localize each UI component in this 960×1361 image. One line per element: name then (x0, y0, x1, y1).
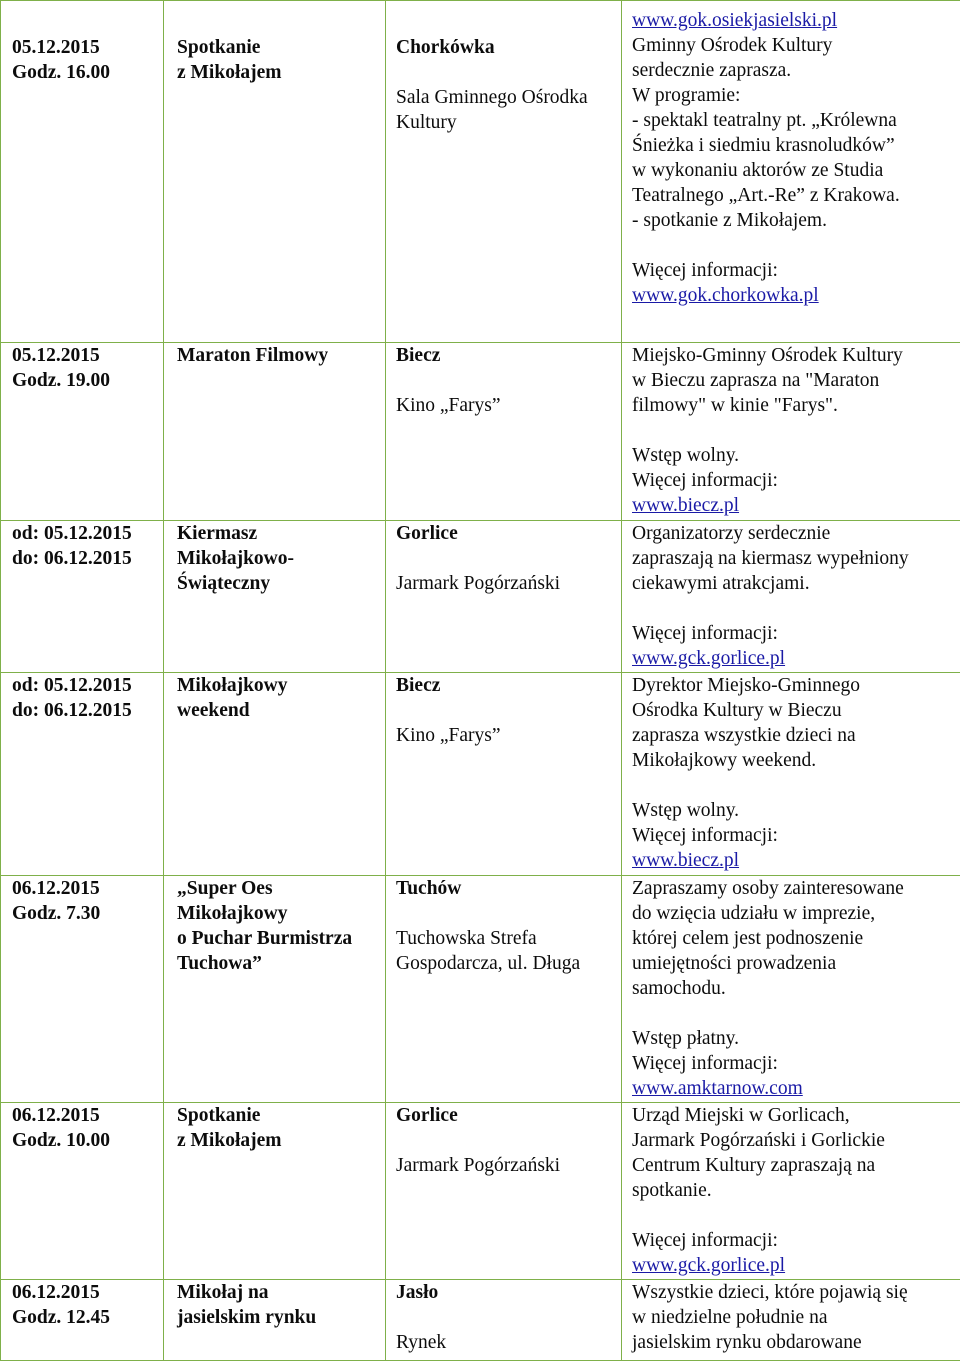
event-title-line: Spotkanie (177, 35, 383, 60)
event-desc-cell (622, 673, 960, 876)
event-desc-line: Teatralnego „Art.-Re” z Krakowa. (632, 183, 958, 208)
event-desc-line: Urząd Miejski w Gorlicach, (632, 1103, 958, 1128)
event-desc-line: Miejsko-Gminny Ośrodek Kultury (632, 343, 958, 368)
event-title-cell (164, 1103, 386, 1280)
event-date: 05.12.2015 (12, 35, 161, 60)
event-row (1, 343, 960, 521)
event-place-cell (386, 1, 622, 343)
event-desc-line: w niedzielne południe na (632, 1305, 958, 1330)
event-row (1, 521, 960, 673)
event-place-cell (386, 1280, 622, 1361)
event-desc-line: w wykonaniu aktorów ze Studia (632, 158, 958, 183)
event-desc-line: zaprasza wszystkie dzieci na (632, 723, 958, 748)
event-link[interactable]: www.amktarnow.com (632, 1078, 803, 1099)
more-info-label: Więcej informacji: (632, 823, 958, 848)
event-date-cell (1, 1, 164, 343)
event-desc-line: filmowy" w kinie "Farys". (632, 393, 958, 418)
event-desc-line: Centrum Kultury zapraszają na (632, 1153, 958, 1178)
event-title-line: z Mikołajem (177, 60, 383, 85)
event-date-cell (1, 521, 164, 673)
event-title-cell (164, 876, 386, 1103)
event-date-cell (1, 673, 164, 876)
event-desc-cell (622, 521, 960, 673)
admission-note: Wstęp wolny. (632, 443, 958, 468)
event-row (1, 1, 960, 343)
event-place-cell (386, 343, 622, 521)
event-town: Gorlice (396, 521, 619, 546)
event-link[interactable]: www.gok.chorkowka.pl (632, 285, 819, 306)
event-time: Godz. 10.00 (12, 1128, 161, 1153)
event-desc-line: Gminny Ośrodek Kultury (632, 33, 958, 58)
event-desc-line: Śnieżka i siedmiu krasnoludków” (632, 133, 958, 158)
event-date-cell (1, 343, 164, 521)
event-desc-line: Zapraszamy osoby zainteresowane (632, 876, 958, 901)
event-desc-line: do wzięcia udziału w imprezie, (632, 901, 958, 926)
event-desc-cell (622, 876, 960, 1103)
event-title-cell (164, 343, 386, 521)
admission-note: Wstęp płatny. (632, 1026, 958, 1051)
event-title-line: Mikołaj na (177, 1280, 383, 1305)
event-title-line: Mikołajkowy (177, 901, 383, 926)
event-desc-line: Dyrektor Miejsko-Gminnego (632, 673, 958, 698)
event-title-line: Tuchowa” (177, 951, 383, 976)
event-desc-line: serdecznie zaprasza. (632, 58, 958, 83)
event-row (1, 876, 960, 1103)
event-venue: Sala Gminnego Ośrodka (396, 85, 619, 110)
event-row (1, 673, 960, 876)
event-desc-line: jasielskim rynku obdarowane (632, 1330, 958, 1355)
event-title-cell (164, 521, 386, 673)
event-desc-cell (622, 1280, 960, 1361)
event-title-cell (164, 1280, 386, 1361)
event-venue: Kino „Farys” (396, 393, 619, 418)
event-link[interactable]: www.biecz.pl (632, 495, 739, 516)
event-row (1, 1280, 960, 1361)
event-venue: Kino „Farys” (396, 723, 619, 748)
more-info-label: Więcej informacji: (632, 1228, 958, 1253)
event-place-cell (386, 876, 622, 1103)
event-date: od: 05.12.2015 (12, 521, 161, 546)
event-link[interactable]: www.biecz.pl (632, 850, 739, 871)
event-title-line: o Puchar Burmistrza (177, 926, 383, 951)
event-venue: Jarmark Pogórzański (396, 571, 619, 596)
event-desc-cell (622, 1, 960, 343)
event-place-cell (386, 1103, 622, 1280)
event-desc-line: Mikołajkowy weekend. (632, 748, 958, 773)
event-desc-line: zapraszają na kiermasz wypełniony (632, 546, 958, 571)
event-venue: Tuchowska Strefa (396, 926, 619, 951)
event-desc-line: Jarmark Pogórzański i Gorlickie (632, 1128, 958, 1153)
event-title-line: Mikołajkowo- (177, 546, 383, 571)
event-title-line: jasielskim rynku (177, 1305, 383, 1330)
event-date-cell (1, 876, 164, 1103)
event-link[interactable]: www.gck.gorlice.pl (632, 1255, 785, 1276)
event-title-line: Mikołajkowy (177, 673, 383, 698)
event-town: Gorlice (396, 1103, 619, 1128)
event-town: Chorkówka (396, 35, 619, 60)
event-title-line: z Mikołajem (177, 1128, 383, 1153)
event-date: od: 05.12.2015 (12, 673, 161, 698)
event-venue: Gospodarcza, ul. Długa (396, 951, 619, 976)
event-title-line: weekend (177, 698, 383, 723)
more-info-label: Więcej informacji: (632, 258, 958, 283)
event-title-cell (164, 673, 386, 876)
event-time: Godz. 7.30 (12, 901, 161, 926)
event-date: 06.12.2015 (12, 1280, 161, 1305)
event-desc-line: Wszystkie dzieci, które pojawią się (632, 1280, 958, 1305)
event-date: 06.12.2015 (12, 1103, 161, 1128)
event-date: do: 06.12.2015 (12, 698, 161, 723)
event-place-cell (386, 521, 622, 673)
event-desc-line: której celem jest podnoszenie (632, 926, 958, 951)
event-place-cell (386, 673, 622, 876)
event-row (1, 1103, 960, 1280)
event-time: Godz. 16.00 (12, 60, 161, 85)
event-town: Tuchów (396, 876, 619, 901)
event-title-line: Kiermasz (177, 521, 383, 546)
event-date-cell (1, 1103, 164, 1280)
more-info-label: Więcej informacji: (632, 1051, 958, 1076)
more-info-label: Więcej informacji: (632, 621, 958, 646)
event-title-line: Spotkanie (177, 1103, 383, 1128)
event-desc-line: samochodu. (632, 976, 958, 1001)
event-desc-cell (622, 1103, 960, 1280)
event-desc-line: - spektakl teatralny pt. „Królewna (632, 108, 958, 133)
event-title-line: „Super Oes (177, 876, 383, 901)
event-venue: Rynek (396, 1330, 619, 1355)
event-desc-line: W programie: (632, 83, 958, 108)
event-town: Biecz (396, 343, 619, 368)
event-title-line: Maraton Filmowy (177, 343, 383, 368)
event-link[interactable]: www.gck.gorlice.pl (632, 648, 785, 669)
event-town: Biecz (396, 673, 619, 698)
event-time: Godz. 19.00 (12, 368, 161, 393)
event-desc-cell (622, 343, 960, 521)
event-desc-line: spotkanie. (632, 1178, 958, 1203)
event-desc-line: ciekawymi atrakcjami. (632, 571, 958, 596)
event-town: Jasło (396, 1280, 619, 1305)
event-title-cell (164, 1, 386, 343)
admission-note: Wstęp wolny. (632, 798, 958, 823)
more-info-label: Więcej informacji: (632, 468, 958, 493)
event-date: do: 06.12.2015 (12, 546, 161, 571)
event-desc-line: w Bieczu zaprasza na "Maraton (632, 368, 958, 393)
event-venue: Jarmark Pogórzański (396, 1153, 619, 1178)
event-link[interactable]: www.gok.osiekjasielski.pl (632, 10, 837, 31)
event-desc-line: umiejętności prowadzenia (632, 951, 958, 976)
event-desc-line: Ośrodka Kultury w Bieczu (632, 698, 958, 723)
event-date-cell (1, 1280, 164, 1361)
event-desc-line: - spotkanie z Mikołajem. (632, 208, 958, 233)
event-date: 06.12.2015 (12, 876, 161, 901)
event-title-line: Świąteczny (177, 571, 383, 596)
event-date: 05.12.2015 (12, 343, 161, 368)
event-desc-line: Organizatorzy serdecznie (632, 521, 958, 546)
event-venue: Kultury (396, 110, 619, 135)
event-time: Godz. 12.45 (12, 1305, 161, 1330)
